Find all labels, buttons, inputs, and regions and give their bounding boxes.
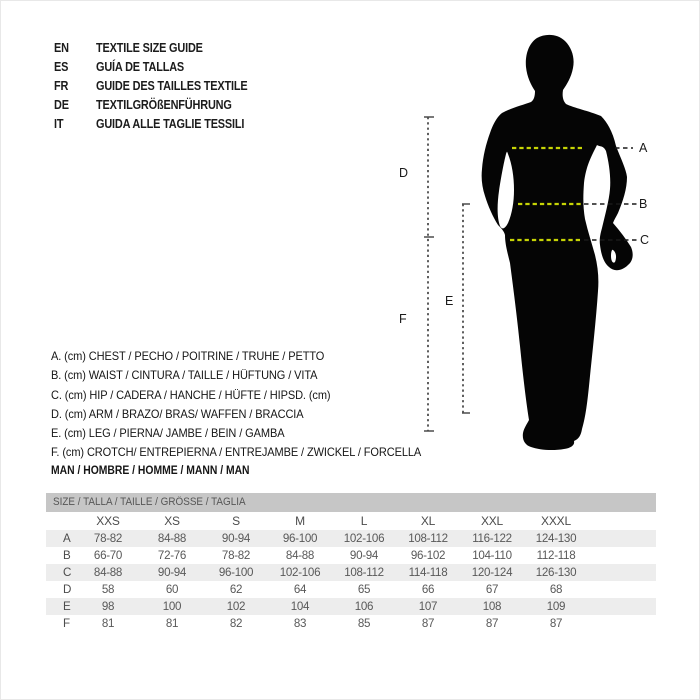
language-title: GUIDE DES TAILLES TEXTILE — [96, 78, 248, 93]
size-cell: 64 — [293, 583, 307, 596]
measurement-legend — [51, 347, 441, 463]
language-code: IT — [54, 116, 64, 131]
size-cell: 85 — [357, 617, 371, 630]
size-cell: 104 — [290, 600, 310, 613]
marker-waist-b: B — [639, 197, 648, 211]
language-code: ES — [54, 59, 69, 74]
size-cell: 90-94 — [349, 549, 379, 562]
row-label: D — [63, 583, 72, 596]
size-cell: 84-88 — [157, 532, 187, 545]
size-cell: 112-118 — [536, 549, 576, 562]
language-title: TEXTILE SIZE GUIDE — [96, 40, 203, 55]
size-table — [46, 512, 656, 632]
marker-crotch-f: F — [399, 312, 407, 326]
size-cell: 87 — [421, 617, 435, 630]
legend-line-leg: E. (cm) LEG / PIERNA/ JAMBE / BEIN / GAMBA — [51, 427, 285, 441]
filler-cell — [588, 564, 656, 581]
row-label: A — [63, 532, 71, 545]
size-col-header: XL — [420, 514, 436, 528]
size-cell: 65 — [357, 583, 371, 596]
size-cell: 68 — [549, 583, 563, 596]
language-code: EN — [54, 40, 69, 55]
size-cell: 108-112 — [344, 566, 384, 579]
filler-cell — [588, 530, 656, 547]
row-label: F — [63, 617, 71, 630]
row-label: B — [63, 549, 71, 562]
size-cell: 66-70 — [93, 549, 123, 562]
man-silhouette — [482, 35, 633, 450]
size-cell: 60 — [165, 583, 179, 596]
size-cell: 102-106 — [343, 532, 385, 545]
size-col-header: S — [232, 514, 240, 528]
legend-line-chest: A. (cm) CHEST / PECHO / POITRINE / TRUHE / PETTO — [51, 350, 325, 363]
size-cell: 83 — [293, 617, 307, 630]
filler-cell — [588, 512, 656, 530]
size-cell: 62 — [229, 583, 243, 596]
size-cell: 90-94 — [221, 532, 251, 545]
size-table-title: SIZE / TALLA / TAILLE / GRÖSSE / TAGLIA — [53, 496, 246, 508]
size-cell: 124-130 — [535, 532, 577, 545]
size-cell: 84-88 — [93, 566, 123, 579]
size-col-header: M — [295, 514, 305, 528]
size-cell: 66 — [421, 583, 435, 596]
legend-line-waist: B. (cm) WAIST / CINTURA / TAILLE / HÜFTUNG / VITA — [51, 369, 318, 383]
language-title: TEXTILGRÖßENFÜHRUNG — [96, 97, 232, 112]
size-cell: 108-112 — [408, 532, 448, 545]
filler-cell — [588, 547, 656, 564]
size-cell: 100 — [162, 600, 182, 613]
size-cell: 116-122 — [472, 532, 512, 545]
filler-cell — [588, 581, 656, 598]
size-table-section — [46, 493, 656, 632]
size-col-header: XS — [164, 514, 180, 528]
size-cell: 96-100 — [218, 566, 254, 579]
filler-cell — [588, 598, 656, 615]
filler-cell — [588, 615, 656, 632]
legend-line-hip: C. (cm) HIP / CADERA / HANCHE / HÜFTE / HIPSD. (cm) — [51, 388, 331, 402]
size-cell: 106 — [354, 600, 374, 613]
size-cell: 81 — [101, 617, 115, 630]
table-row-waist — [46, 547, 656, 564]
row-label: E — [63, 600, 71, 613]
marker-leg-e: E — [445, 294, 454, 308]
size-cell: 67 — [485, 583, 499, 596]
language-title: GUIDA ALLE TAGLIE TESSILI — [96, 116, 245, 131]
size-cell: 107 — [418, 600, 438, 613]
size-cell: 84-88 — [285, 549, 315, 562]
size-cell: 87 — [485, 617, 499, 630]
size-cell: 96-100 — [282, 532, 318, 545]
size-cell: 102-106 — [279, 566, 321, 579]
table-row-chest — [46, 530, 656, 547]
size-cell: 81 — [165, 617, 179, 630]
gender-heading: MAN / HOMBRE / HOMME / MANN / MAN — [51, 463, 250, 477]
size-cell: 98 — [101, 600, 115, 613]
size-table-title-band — [46, 493, 656, 512]
legend-line-arm: D. (cm) ARM / BRAZO/ BRAS/ WAFFEN / BRACCIA — [51, 407, 304, 421]
size-col-header: XXXL — [541, 514, 571, 528]
language-code: FR — [54, 78, 69, 93]
table-row-arm — [46, 581, 656, 598]
size-cell: 114-118 — [408, 566, 448, 579]
size-cell: 58 — [101, 583, 115, 596]
row-label: C — [63, 566, 72, 579]
table-row-leg — [46, 598, 656, 615]
legend-line-crotch: F. (cm) CROTCH/ ENTREPIERNA / ENTREJAMBE / ZWICKEL / FORCELLA — [51, 446, 422, 460]
size-cell: 78-82 — [93, 532, 123, 545]
guide-ticks-e — [462, 204, 470, 413]
size-cell: 72-76 — [157, 549, 187, 562]
marker-arm-d: D — [399, 166, 409, 180]
size-cell: 78-82 — [221, 549, 251, 562]
size-col-header: L — [360, 514, 368, 528]
size-cell: 87 — [549, 617, 563, 630]
table-row-crotch — [46, 615, 656, 632]
size-cell: 120-124 — [471, 566, 513, 579]
marker-hip-c: C — [640, 233, 650, 247]
size-cell: 82 — [229, 617, 243, 630]
size-cell: 126-130 — [535, 566, 577, 579]
size-header-row — [46, 512, 656, 530]
size-cell: 109 — [546, 600, 566, 613]
language-code: DE — [54, 97, 69, 112]
size-cell: 96-102 — [410, 549, 446, 562]
size-col-header: XXL — [480, 514, 504, 528]
corner-cell — [46, 512, 76, 530]
size-cell: 90-94 — [157, 566, 187, 579]
marker-chest-a: A — [639, 141, 648, 155]
size-cell: 108 — [482, 600, 502, 613]
size-cell: 102 — [226, 600, 246, 613]
table-row-hip — [46, 564, 656, 581]
size-cell: 104-110 — [472, 549, 512, 562]
language-title: GUÍA DE TALLAS — [96, 59, 185, 74]
size-col-header: XXS — [96, 514, 120, 528]
